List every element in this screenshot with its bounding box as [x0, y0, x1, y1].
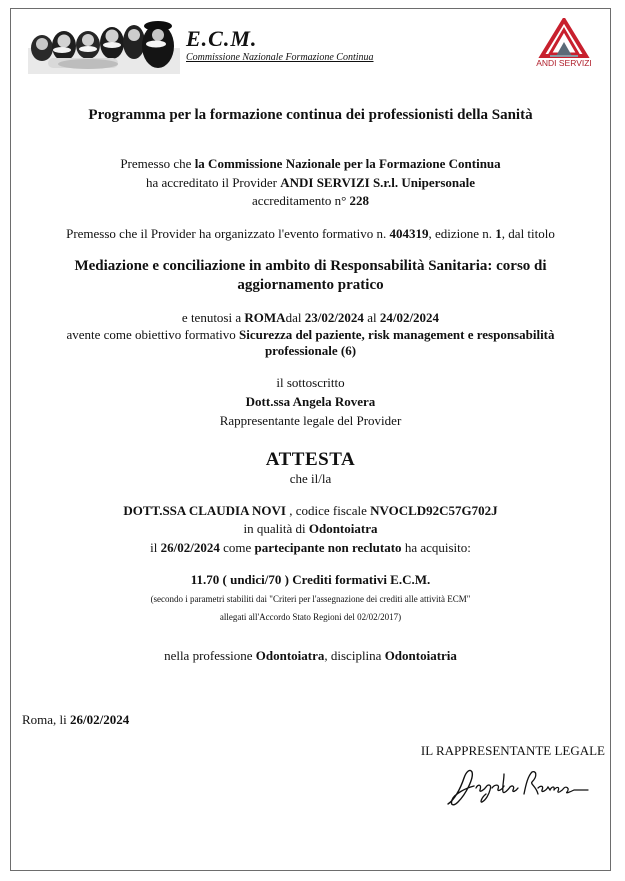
commission-name: la Commissione Nazionale per la Formazione Continua	[194, 156, 501, 171]
attesta-subtitle: che il/la	[289, 471, 332, 486]
participant-line	[10, 503, 611, 519]
premise-line-3	[10, 193, 611, 209]
to-label: al	[363, 310, 380, 325]
premise-line-2	[10, 175, 611, 191]
acquired-label: ha acquisito:	[401, 540, 471, 555]
credits-amount: 11.70 ( undici/70 ) Crediti formativi E.C.M.	[190, 572, 431, 587]
program-title: Programma per la formazione continua dei professionisti della Sanità	[88, 107, 533, 123]
accreditation-label: accreditamento n°	[251, 193, 350, 208]
issue-date: 26/02/2024	[70, 712, 130, 727]
edition-label: , edizione n.	[428, 226, 496, 241]
certificate-border	[10, 8, 611, 871]
event-premise-tail: , dal titolo	[501, 226, 555, 241]
event-city: ROMA	[244, 310, 286, 325]
signatory-role: Rappresentante legale del Provider	[219, 413, 402, 428]
premise-line-1	[10, 156, 611, 172]
quality-line	[10, 521, 611, 537]
place-label: Roma, li	[22, 712, 71, 727]
fiscal-code-label: , codice fiscale	[286, 503, 371, 518]
event-title: Mediazione e conciliazione in ambito di Responsabilità Sanitaria: corso di aggiornamento pratico	[74, 258, 547, 293]
participant-name: DOTT.SSA CLAUDIA NOVI	[123, 503, 286, 518]
objective-label: avente come obiettivo formativo	[66, 327, 240, 342]
ecm-painting-logo	[28, 18, 180, 74]
place-date	[22, 712, 129, 728]
acquisition-line	[10, 540, 611, 556]
participation-type: partecipante non reclutato	[254, 540, 402, 555]
premise-text: Premesso che	[120, 156, 195, 171]
handwritten-signature	[440, 760, 590, 810]
provider-suffix: S.r.l. Unipersonale	[369, 175, 476, 190]
quality-label: in qualità di	[243, 521, 309, 536]
legal-representative-label: IL RAPPRESENTANTE LEGALE	[420, 743, 605, 758]
signatory-intro: il sottoscritto	[276, 375, 345, 390]
profession-label: nella professione	[164, 648, 256, 663]
from-label: dal	[285, 310, 305, 325]
objective-text: Sicurezza del paziente, risk management e responsabilità professionale (6)	[239, 327, 555, 358]
event-end-date: 24/02/2024	[379, 310, 440, 325]
event-number: 404319	[389, 226, 429, 241]
acquisition-date: 26/02/2024	[160, 540, 220, 555]
provider-name: ANDI SERVIZI	[280, 175, 370, 190]
credits-note-2: allegati all'Accordo Stato Regioni del 02/02/2017)	[219, 612, 402, 622]
signatory-name: Dott.ssa Angela Rovera	[245, 394, 376, 409]
date-label: il	[150, 540, 161, 555]
discipline-label: , disciplina	[324, 648, 385, 663]
participant-quality: Odontoiatra	[308, 521, 378, 536]
credits-note-1: (secondo i parametri stabiliti dai "Criteri per l'assegnazione dei crediti alle attività ECM"	[150, 594, 471, 604]
as-label: come	[219, 540, 255, 555]
profession-line	[10, 648, 611, 664]
event-objective	[40, 327, 581, 359]
provider-logo-text: ANDI SERVIZI	[536, 58, 592, 68]
event-premise	[10, 226, 611, 242]
attesta-heading: ATTESTA	[265, 449, 356, 470]
event-dates	[10, 310, 611, 326]
event-start-date: 23/02/2024	[304, 310, 364, 325]
edition-number: 1	[495, 226, 502, 241]
ecm-logo-subtitle: Commissione Nazionale Formazione Continua	[186, 52, 374, 63]
discipline-value: Odontoiatria	[384, 648, 457, 663]
accreditation-number: 228	[349, 193, 370, 208]
profession-value: Odontoiatra	[255, 648, 325, 663]
ecm-logo-title: E.C.M.	[186, 26, 258, 51]
premise-text: ha accreditato il Provider	[145, 175, 281, 190]
fiscal-code: NVOCLD92C57G702J	[370, 503, 498, 518]
held-in-label: e tenutosi a	[181, 310, 245, 325]
event-premise-text: Premesso che il Provider ha organizzato l'evento formativo n.	[66, 226, 390, 241]
